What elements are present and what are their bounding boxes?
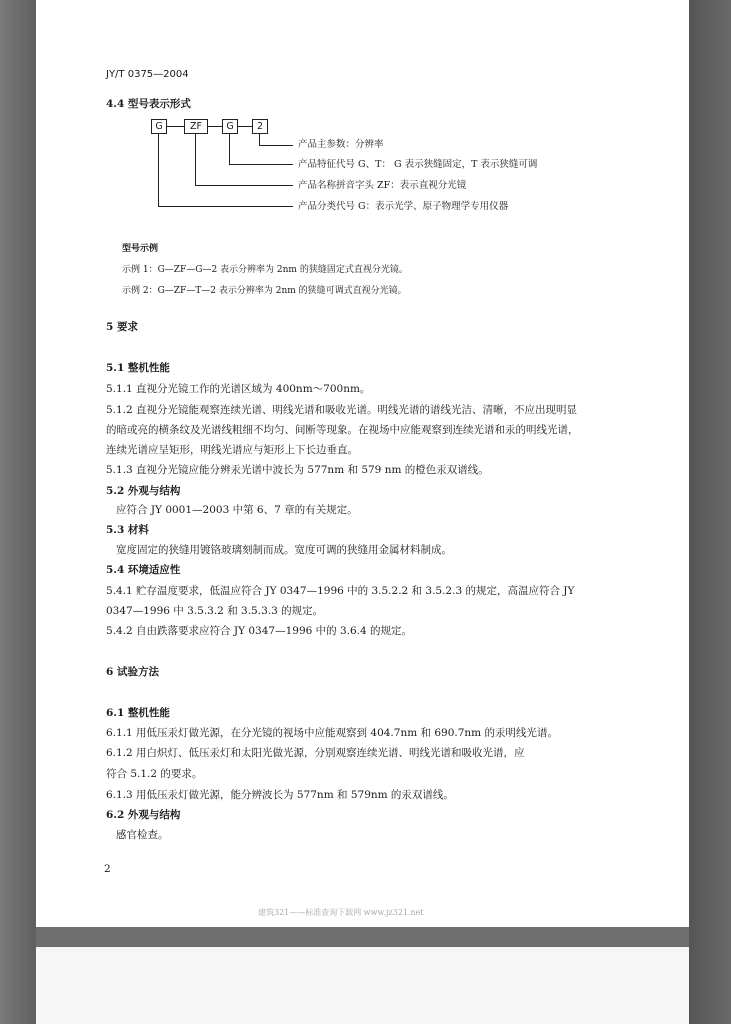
example-2: 示例 2：G—ZF—T—2 表示分辨率为 2nm 的狭缝可调式直视分光镜。 [122, 286, 407, 296]
section-5-3-heading: 5.3 材料 [106, 524, 149, 536]
code-box-parameter: 2 [252, 119, 268, 134]
section-6-heading: 6 试验方法 [106, 666, 159, 678]
section-6-2-heading: 6.2 外观与结构 [106, 809, 181, 821]
document-page [36, 0, 689, 927]
clause-6-2-body: 感官检查。 [116, 829, 169, 841]
leader-line [158, 134, 159, 206]
doc-id-header: JY/T 0375—2004 [106, 69, 189, 80]
code-label-feature: 产品特征代号 G、T： G 表示狭缝固定，T 表示狭缝可调 [298, 159, 538, 170]
code-label-category: 产品分类代号 G：表示光学、原子物理学专用仪器 [298, 201, 509, 212]
clause-5-2-body: 应符合 JY 0001—2003 中第 6、7 章的有关规定。 [116, 504, 358, 516]
section-5-1-heading: 5.1 整机性能 [106, 362, 170, 374]
clause-5-1-2-line3: 连续光谱应呈矩形，明线光谱应与矩形上下长边垂直。 [106, 444, 358, 456]
section-5-4-heading: 5.4 环境适应性 [106, 564, 181, 576]
code-box-name: ZF [184, 119, 208, 134]
code-box-category: G [151, 119, 167, 134]
code-dash [166, 126, 184, 127]
section-4-4-heading: 4.4 型号表示形式 [106, 98, 191, 110]
leader-line [229, 164, 293, 165]
page-number: 2 [104, 863, 111, 875]
viewer-background-right [689, 0, 731, 1024]
clause-5-1-1: 5.1.1 直视分光镜工作的光谱区域为 400nm～700nm。 [106, 383, 371, 395]
example-1: 示例 1：G—ZF—G—2 表示分辨率为 2nm 的狭缝固定式直视分光镜。 [122, 265, 408, 275]
watermark: 建筑321——标准查询下载网 www.jz321.net [258, 908, 424, 917]
code-dash [207, 126, 222, 127]
clause-5-4-1-line1: 5.4.1 贮存温度要求，低温应符合 JY 0347—1996 中的 3.5.2.2 和 3.5.2.3 的规定，高温应符合 JY [106, 585, 575, 597]
leader-line [229, 134, 230, 164]
leader-line [158, 206, 293, 207]
clause-5-1-3: 5.1.3 直视分光镜应能分辨汞光谱中波长为 577nm 和 579 nm 的橙色汞双谱线。 [106, 464, 489, 476]
code-label-parameter: 产品主参数：分辨率 [298, 139, 384, 150]
leader-line [195, 185, 293, 186]
viewer-background-left [0, 0, 36, 1024]
leader-line [259, 134, 260, 145]
section-6-1-heading: 6.1 整机性能 [106, 707, 170, 719]
section-5-2-heading: 5.2 外观与结构 [106, 485, 181, 497]
clause-6-1-2-line2: 符合 5.1.2 的要求。 [106, 768, 203, 780]
clause-6-1-2-line1: 6.1.2 用白炽灯、低压汞灯和太阳光做光源，分别观察连续光谱、明线光谱和吸收光谱，应 [106, 747, 525, 759]
clause-5-4-1-line2: 0347—1996 中 3.5.3.2 和 3.5.3.3 的规定。 [106, 605, 324, 617]
clause-5-1-2-line1: 5.1.2 直视分光镜能观察连续光谱、明线光谱和吸收光谱。明线光谱的谱线光洁、清晰，不应出现明显 [106, 404, 578, 416]
clause-6-1-3: 6.1.3 用低压汞灯做光源，能分辨波长为 577nm 和 579nm 的汞双谱线。 [106, 789, 454, 801]
clause-5-3-body: 宽度固定的狭缝用镀铬玻璃刻制而成。宽度可调的狭缝用金属材料制成。 [116, 544, 452, 556]
code-box-feature: G [222, 119, 238, 134]
clause-5-1-2-line2: 的暗或亮的横条纹及光谱线粗细不均匀、间断等现象。在视场中应能观察到连续光谱和汞的明线光谱， [106, 424, 579, 436]
leader-line [259, 145, 293, 146]
leader-line [195, 134, 196, 185]
code-dash [237, 126, 252, 127]
clause-6-1-1: 6.1.1 用低压汞灯做光源，在分光镜的视场中应能观察到 404.7nm 和 690.7nm 的汞明线光谱。 [106, 727, 558, 739]
section-5-heading: 5 要求 [106, 321, 138, 333]
code-label-name: 产品名称拼音字头 ZF：表示直视分光镜 [298, 180, 467, 191]
next-document-page [36, 947, 689, 1024]
clause-5-4-2: 5.4.2 自由跌落要求应符合 JY 0347—1996 中的 3.6.4 的规定。 [106, 625, 413, 637]
example-title: 型号示例 [122, 244, 159, 254]
